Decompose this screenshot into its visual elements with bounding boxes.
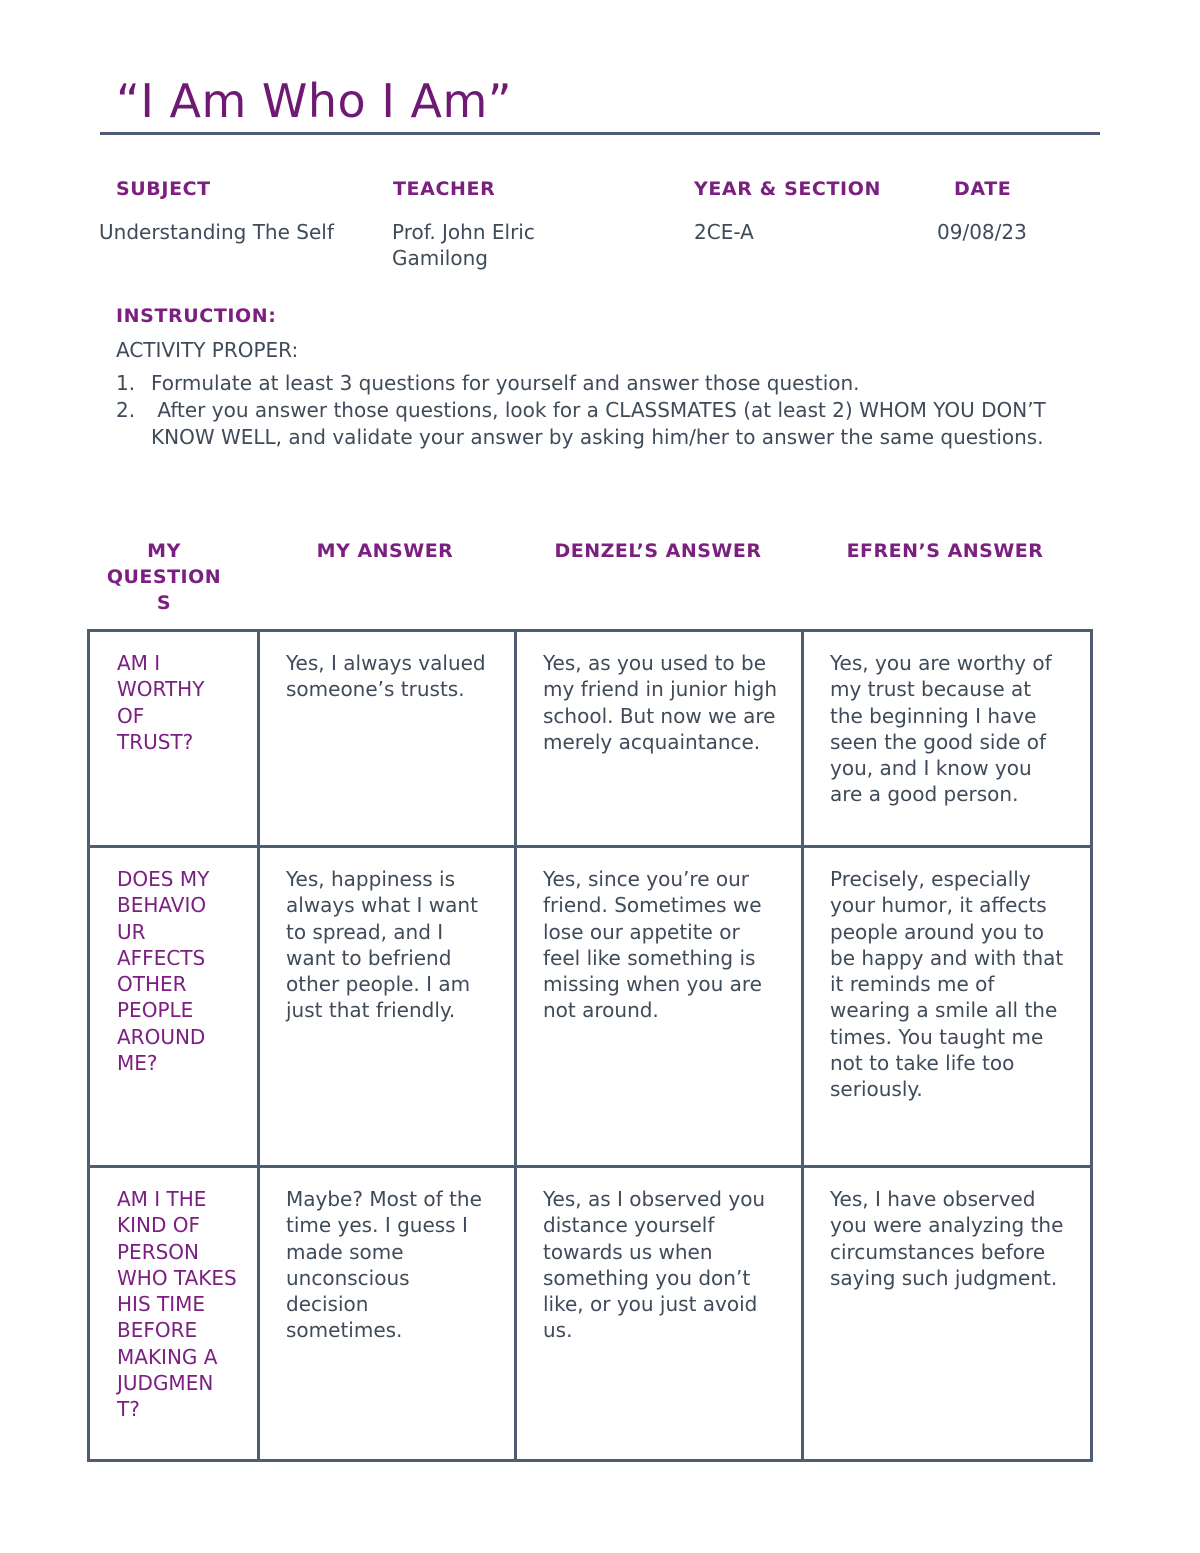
column-header-questions: MY QUESTION S [106,540,222,614]
my-answer-cell: Maybe? Most of the time yes. I guess I made some unconscious decision sometimes. [259,1167,516,1461]
date-value: 09/08/23 [937,220,1027,244]
teacher-value: Prof. John Elric Gamilong [392,220,535,270]
table-row [89,631,1092,847]
step-number: 1. [116,371,136,395]
question-cell: AM I WORTHY OF TRUST? [89,631,259,847]
denzel-answer-cell: Yes, since you’re our friend. Sometimes we lose our appetite or feel like something is missing when you are not around. [516,847,803,1167]
question-cell: AM I THE KIND OF PERSON WHO TAKES HIS TIME BEFORE MAKING A JUDGMEN T? [89,1167,259,1461]
subject-label: SUBJECT [116,178,211,200]
year-section-label: YEAR & SECTION [694,178,881,200]
my-answer-cell: Yes, happiness is always what I want to spread, and I want to befriend other people. I am just that friendly. [259,847,516,1167]
efren-answer-cell: Yes, you are worthy of my trust because at the beginning I have seen the good side of you, and I know you are a good person. [803,631,1092,847]
step-text: Formulate at least 3 questions for yourself and answer those question. [151,371,860,395]
my-answer-cell: Yes, I always valued someone’s trusts. [259,631,516,847]
document-title: “I Am Who I Am” [116,74,513,128]
instruction-heading: INSTRUCTION: [116,305,277,327]
questions-table [87,629,1093,1462]
subject-value: Understanding The Self [99,220,334,244]
efren-answer-cell: Precisely, especially your humor, it affects people around you to be happy and with that it reminds me of wearing a smile all the times. You taught me not to take life too seriously. [803,847,1092,1167]
table-row [89,847,1092,1167]
activity-label: ACTIVITY PROPER: [116,338,299,362]
denzel-answer-cell: Yes, as you used to be my friend in junior high school. But now we are merely acquaintance. [516,631,803,847]
teacher-label: TEACHER [393,178,496,200]
step-number: 2. [116,398,136,422]
column-header-my-answer: MY ANSWER [316,540,454,562]
title-divider [100,132,1100,135]
step-text: After you answer those questions, look for a CLASSMATES (at least 2) WHOM YOU DON’T KNOW WELL, and validate your answer by asking him/her to answer the same questions. [151,398,1046,449]
table-row [89,1167,1092,1461]
date-label: DATE [954,178,1012,200]
denzel-answer-cell: Yes, as I observed you distance yourself towards us when something you don’t like, or you just avoid us. [516,1167,803,1461]
column-header-efren: EFREN’S ANSWER [846,540,1044,562]
efren-answer-cell: Yes, I have observed you were analyzing the circumstances before saying such judgment. [803,1167,1092,1461]
question-cell: DOES MY BEHAVIO UR AFFECTS OTHER PEOPLE AROUND ME? [89,847,259,1167]
year-section-value: 2CE-A [694,220,754,244]
column-header-denzel: DENZEL’S ANSWER [554,540,762,562]
